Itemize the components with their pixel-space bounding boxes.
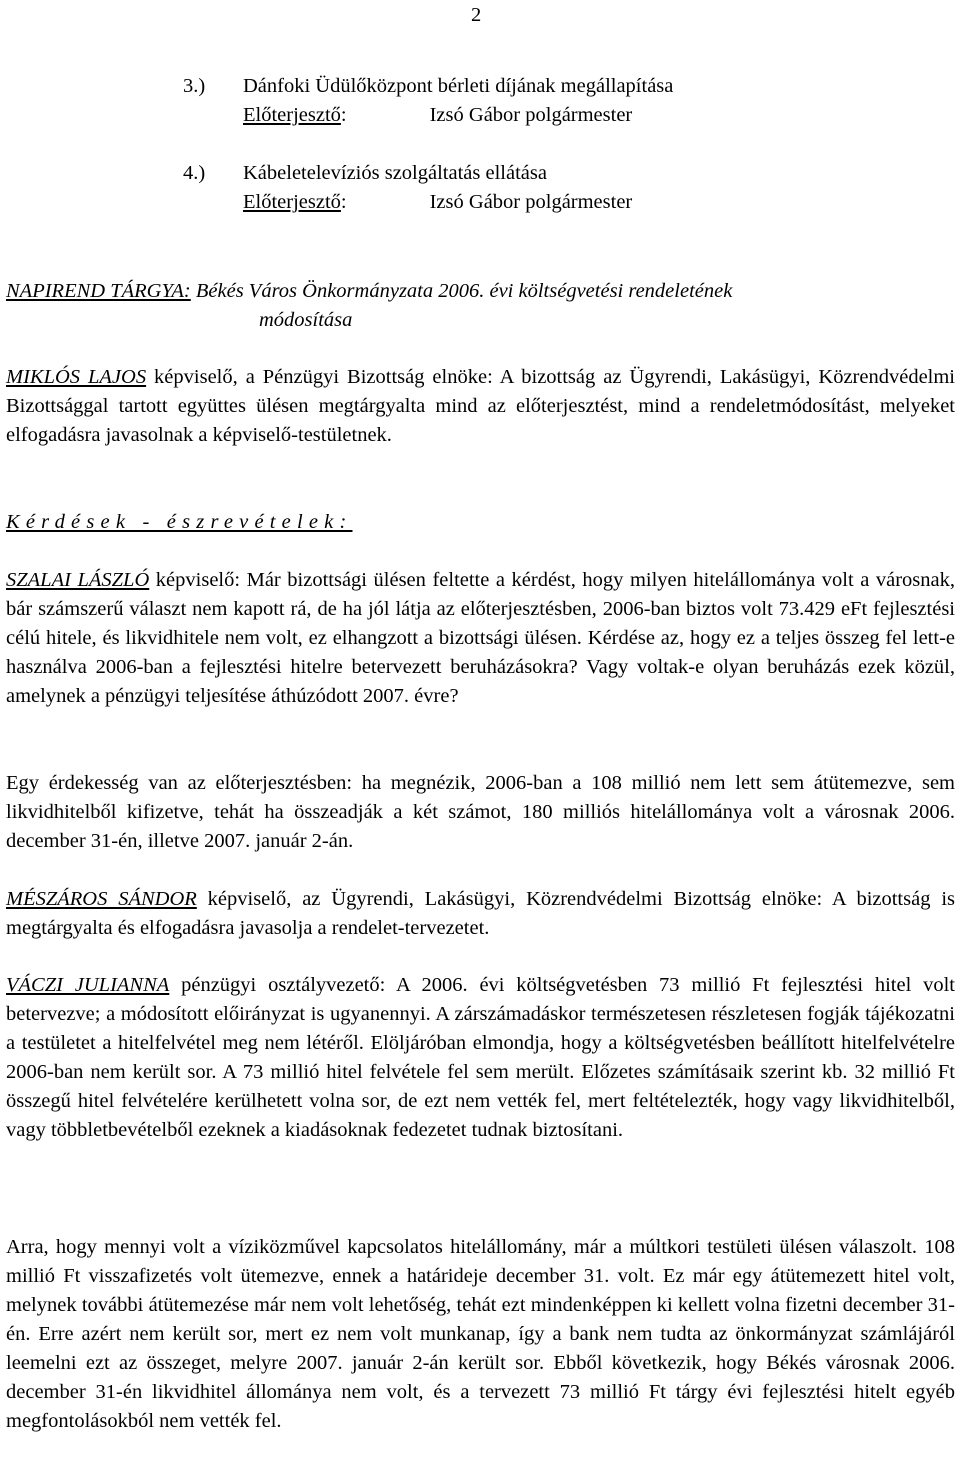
presenter-name: Izsó Gábor polgármester [429, 191, 633, 213]
paragraph-vaczi-2 [6, 1233, 955, 1436]
presenter-colon: : [340, 191, 347, 213]
agenda-number: 4.) [183, 162, 206, 184]
agenda-item-4 [183, 159, 883, 217]
paragraph-szalai-2 [6, 769, 955, 856]
paragraph-text: pénzügyi osztályvezető: A 2006. évi költségvetésben 73 millió Ft fejlesztési hitel volt betervezve; a módosított előirányzat is ugyanennyi. A zárszámadáskor természetesen részletesen fogják tájékozatni a testületet a hitelfelvétel meg nem létéről. Elöljáróban elmondja, hogy a költségvetésben beállított hitelfelvételre 2006-ban nem került sor. A 73 millió hitel felvétele fel sem merült. Előzetes számításaik szerint kb. 32 millió Ft összegű hitel felvételére kerülhetett volna sor, de ezt nem vették fel, mert feltételezték, hogy vagy likvidhitelből, vagy többletbevételből ezeknek a kiadásoknak fedezetet tudnak biztosítani. [6, 974, 955, 1141]
speaker-name: SZALAI LÁSZLÓ [6, 569, 150, 591]
paragraph-text: képviselő, az Ügyrendi, Lakásügyi, Közrendvédelmi Bizottság elnöke: A bizottság is megtárgyalta és elfogadásra javasolja a rendelet-tervezetet. [6, 888, 955, 939]
paragraph-szalai [6, 566, 955, 711]
agenda-title: Dánfoki Üdülőközpont bérleti díjának megállapítása [243, 75, 674, 97]
presenter-name: Izsó Gábor polgármester [429, 104, 633, 126]
agenda-subject [6, 277, 955, 335]
speaker-name: MIKLÓS LAJOS [6, 366, 147, 388]
paragraph-text: képviselő: Már bizottsági ülésen feltette a kérdést, hogy milyen hitelállománya volt a városnak, bár számszerű választ nem kapott rá, de ha jól látja az előterjesztésben, 2006-ban biztos volt 73.429 eFt fejlesztési célú hitele, és likvidhitele nem volt, ez elhangzott a bizottsági ülésen. Kérdése az, hogy ez a teljes összeg fel lett-e használva 2006-ban a fejlesztési hitelre betervezett beruházásokra? Vagy voltak-e olyan beruházás ezek közül, amelynek a pénzügyi teljesítése áthúzódott 2007. évre? [6, 569, 955, 707]
paragraph-miklos [6, 363, 955, 450]
paragraph-meszaros [6, 885, 955, 943]
section-heading-questions [6, 508, 955, 537]
page-number: 2 [471, 4, 482, 26]
agenda-subject-label: NAPIREND TÁRGYA: [6, 280, 191, 302]
paragraph-text: Egy érdekesség van az előterjesztésben: ha megnézik, 2006-ban a 108 millió nem lett sem átütemezve, sem likvidhitelből kifizetve, tehát ha összeadják a két számot, 180 milliós hitelállománya volt a városnak 2006. december 31-én, illetve 2007. január 2-án. [6, 772, 955, 852]
presenter-colon: : [340, 104, 347, 126]
paragraph-text: Arra, hogy mennyi volt a víziközművel kapcsolatos hitelállomány, már a múltkori testületi ülésen válaszolt. 108 millió Ft visszafizetés volt ütemezve, ennek a határideje december 31. volt. Ez már egy átütemezett hitel volt, melynek további átütemezése már nem volt lehetőség, tehát ezt mindenképpen ki kellett volna fizetni december 31-én. Erre azért nem került sor, mert ez nem volt munkanap, így a bank nem tudta az önkormányzat számlájáról leemelni ezt az összeget, melyre 2007. január 2-án került sor. Ebből következik, hogy Békés városnak 2006. december 31-én likvidhitel állománya nem volt, és a tervezett 73 millió Ft tárgy évi fejlesztési hitelt egyéb megfontolásokból nem vették fel. [6, 1236, 955, 1432]
speaker-name: VÁCZI JULIANNA [6, 974, 170, 996]
speaker-name: MÉSZÁROS SÁNDOR [6, 888, 197, 910]
questions-heading: Kérdések - észrevételek: [6, 511, 353, 533]
agenda-item-3 [183, 72, 883, 130]
agenda-number: 3.) [183, 75, 206, 97]
presenter-label: Előterjesztő [243, 191, 341, 213]
agenda-title: Kábeletelevíziós szolgáltatás ellátása [243, 162, 547, 184]
agenda-subject-text: Békés Város Önkormányzata 2006. évi költségvetési rendeletének [190, 280, 733, 302]
paragraph-text: képviselő, a Pénzügyi Bizottság elnöke: A bizottság az Ügyrendi, Lakásügyi, Közrendvédelmi Bizottsággal tartott együttes ülésen megtárgyalta mind az előterjesztést, mind a rendeletmódosítást, melyeket elfogadásra javasolnak a képviselő-testületnek. [6, 366, 955, 446]
presenter-label: Előterjesztő [243, 104, 341, 126]
agenda-subject-text-cont: módosítása [259, 309, 353, 331]
paragraph-vaczi [6, 971, 955, 1145]
